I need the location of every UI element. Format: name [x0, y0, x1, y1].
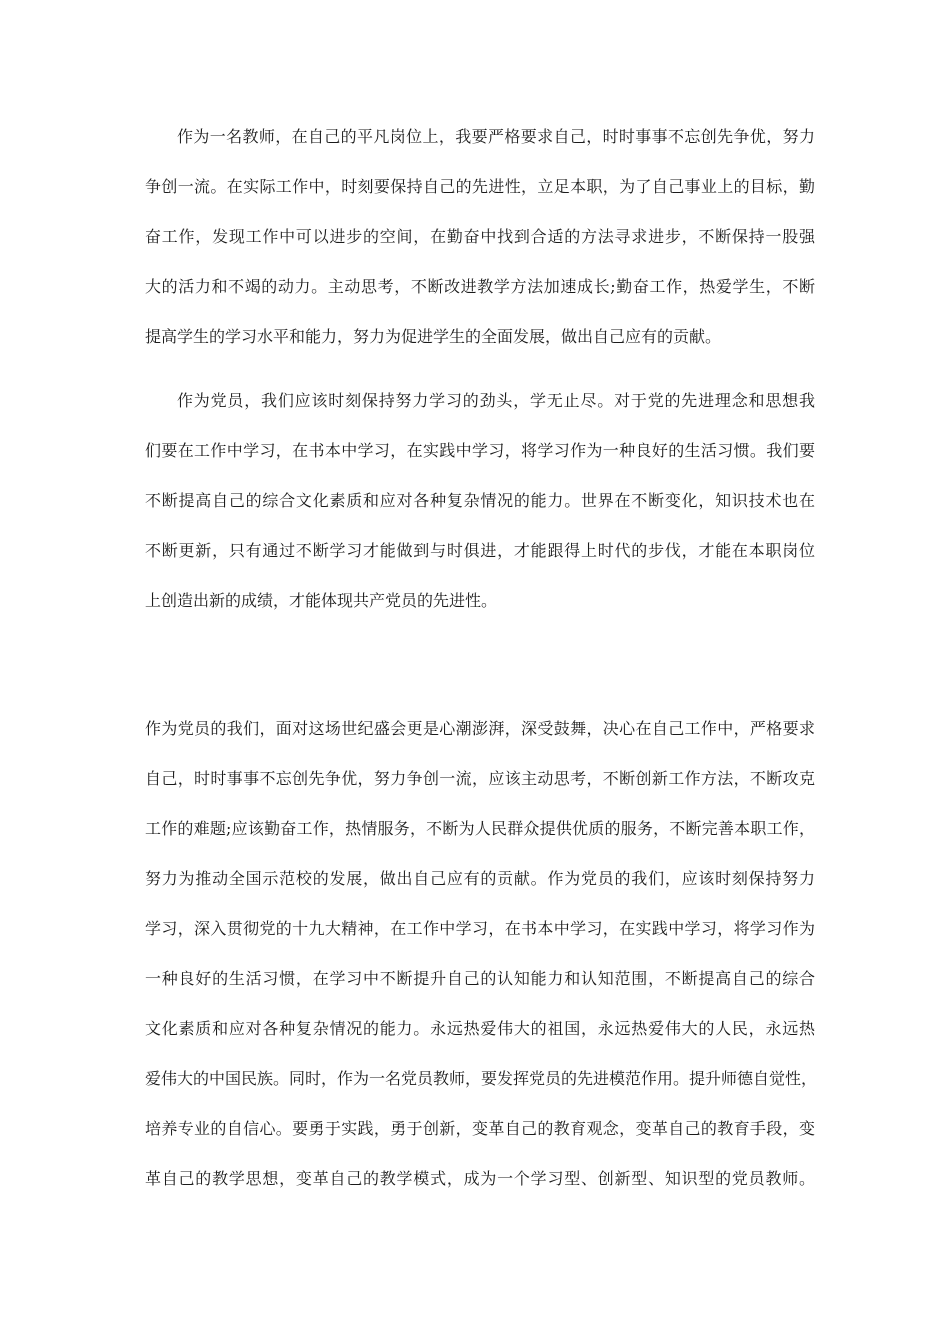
paragraph-line: 作为党员，我们应该时刻保持努力学习的劲头，学无止尽。对于党的先进理念和思想我: [177, 391, 815, 410]
paragraph-line: 自己，时时事事不忘创先争优，努力争创一流，应该主动思考，不断创新工作方法，不断攻克: [145, 769, 815, 788]
paragraph-line: 奋工作，发现工作中可以进步的空间，在勤奋中找到合适的方法寻求进步，不断保持一股强: [145, 227, 815, 246]
paragraph-line: 学习，深入贯彻党的十九大精神，在工作中学习，在书本中学习，在实践中学习，将学习作为: [145, 919, 815, 938]
paragraph-line: 大的活力和不竭的动力。主动思考，不断改进教学方法加速成长;勤奋工作，热爱学生，不断: [145, 277, 815, 296]
paragraph-line: 培养专业的自信心。要勇于实践，勇于创新，变革自己的教育观念，变革自己的教育手段，变: [145, 1119, 815, 1138]
paragraph-line: 作为一名教师，在自己的平凡岗位上，我要严格要求自己，时时事事不忘创先争优，努力: [177, 127, 815, 146]
paragraph-line: 不断更新，只有通过不断学习才能做到与时俱进，才能跟得上时代的步伐，才能在本职岗位: [145, 541, 815, 560]
paragraph-line: 工作的难题;应该勤奋工作，热情服务，不断为人民群众提供优质的服务，不断完善本职工作，: [145, 819, 815, 838]
paragraph-line: 们要在工作中学习，在书本中学习，在实践中学习，将学习作为一种良好的生活习惯。我们要: [145, 441, 815, 460]
paragraph-line: 争创一流。在实际工作中，时刻要保持自己的先进性，立足本职，为了自己事业上的目标，勤: [145, 177, 815, 196]
paragraph-line: 不断提高自己的综合文化素质和应对各种复杂情况的能力。世界在不断变化，知识技术也在: [145, 491, 815, 510]
paragraph-line: 文化素质和应对各种复杂情况的能力。永远热爱伟大的祖国，永远热爱伟大的人民，永远热: [145, 1019, 815, 1038]
paragraph-line: 革自己的教学思想，变革自己的教学模式，成为一个学习型、创新型、知识型的党员教师。: [145, 1169, 815, 1188]
paragraph-line: 一种良好的生活习惯，在学习中不断提升自己的认知能力和认知范围，不断提高自己的综合: [145, 969, 815, 988]
paragraph-line: 上创造出新的成绩，才能体现共产党员的先进性。: [145, 591, 498, 610]
paragraph-line: 作为党员的我们，面对这场世纪盛会更是心潮澎湃，深受鼓舞，决心在自己工作中，严格要求: [145, 719, 815, 738]
paragraph-line: 提高学生的学习水平和能力，努力为促进学生的全面发展，做出自己应有的贡献。: [145, 327, 722, 346]
paragraph-line: 爱伟大的中国民族。同时，作为一名党员教师，要发挥党员的先进模范作用。提升师德自觉性，: [145, 1069, 818, 1088]
paragraph-line: 努力为推动全国示范校的发展，做出自己应有的贡献。作为党员的我们，应该时刻保持努力: [145, 869, 815, 888]
